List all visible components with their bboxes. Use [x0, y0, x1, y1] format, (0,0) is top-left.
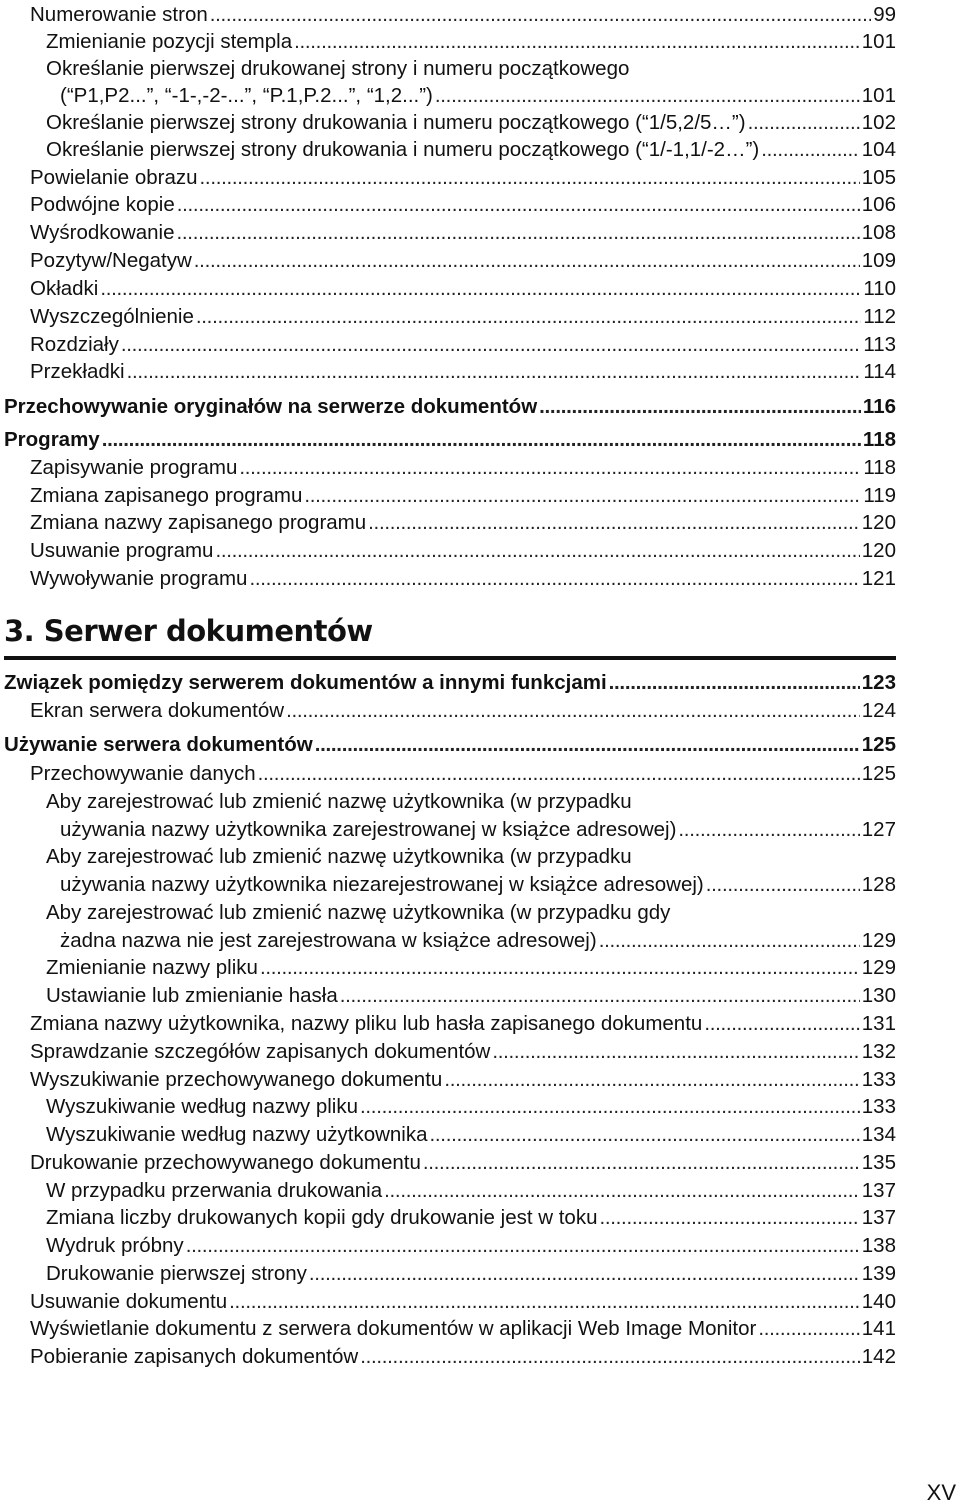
toc-entry[interactable]: Wyszukiwanie według nazwy użytkownika . . . 134 — [46, 1120, 896, 1148]
page-number: XV — [926, 1480, 956, 1505]
toc-entry[interactable]: Wyszukiwanie według nazwy pliku . . . 133 — [46, 1092, 896, 1120]
toc-entry[interactable]: Pobieranie zapisanych dokumentów . . . 142 — [30, 1342, 896, 1370]
toc-entry[interactable]: Aby zarejestrować lub zmienić nazwę użytkownika (w przypadku — [46, 845, 632, 868]
toc-entry[interactable]: Wydruk próbny . . . 138 — [46, 1231, 896, 1259]
toc-entry[interactable]: Zmiana zapisanego programu . . . 119 — [30, 481, 896, 509]
toc-entry[interactable]: Powielanie obrazu . . . 105 — [30, 163, 896, 191]
toc-entry[interactable]: W przypadku przerwania drukowania . . . 137 — [46, 1176, 896, 1204]
toc-entry[interactable]: używania nazwy użytkownika niezarejestrowanej w książce adresowej) . . . 128 — [60, 870, 896, 898]
toc-entry[interactable]: Ekran serwera dokumentów . . . 124 — [30, 696, 896, 724]
toc-entry[interactable]: Zmienianie pozycji stempla . . . 101 — [46, 27, 896, 55]
toc-entry[interactable]: (“P1,P2...”, “-1-,-2-...”, “P.1,P.2...”, “1,2...”) . . . 101 — [60, 81, 896, 109]
toc-entry[interactable]: Ustawianie lub zmienianie hasła . . . 130 — [46, 981, 896, 1009]
toc-entry[interactable]: Podwójne kopie . . . 106 — [30, 190, 896, 218]
toc-entry[interactable]: Usuwanie dokumentu . . . 140 — [30, 1287, 896, 1315]
toc-section[interactable]: Używanie serwera dokumentów . . . 125 — [4, 730, 896, 758]
toc-entry[interactable]: Określanie pierwszej strony drukowania i numeru początkowego (“1/-1,1/-2…”) . . . 104 — [46, 135, 896, 163]
toc-entry[interactable]: Wyszukiwanie przechowywanego dokumentu . . . 133 — [30, 1065, 896, 1093]
toc-entry[interactable]: Numerowanie stron . . . 99 — [30, 0, 896, 28]
toc-entry[interactable]: Drukowanie przechowywanego dokumentu . . . 135 — [30, 1148, 896, 1176]
toc-entry[interactable]: Sprawdzanie szczegółów zapisanych dokumentów . . . 132 — [30, 1037, 896, 1065]
toc-entry[interactable]: Przekładki . . . 114 — [30, 357, 896, 385]
toc-entry[interactable]: Zmiana nazwy zapisanego programu . . . 120 — [30, 508, 896, 536]
toc-entry[interactable]: Wywoływanie programu . . . 121 — [30, 564, 896, 592]
toc-entry[interactable]: żadna nazwa nie jest zarejestrowana w książce adresowej) . . . 129 — [60, 926, 896, 954]
toc-entry[interactable]: Zapisywanie programu . . . 118 — [30, 453, 896, 481]
toc-entry[interactable]: Usuwanie programu . . . 120 — [30, 536, 896, 564]
toc-entry[interactable]: Pozytyw/Negatyw . . . 109 — [30, 246, 896, 274]
toc-entry[interactable]: Zmiana liczby drukowanych kopii gdy drukowanie jest w toku . . . 137 — [46, 1203, 896, 1231]
toc-entry[interactable]: Zmiana nazwy użytkownika, nazwy pliku lub hasła zapisanego dokumentu . . . 131 — [30, 1009, 896, 1037]
toc-entry[interactable]: Rozdziały . . . 113 — [30, 330, 896, 358]
toc-entry[interactable]: Wyśrodkowanie . . . 108 — [30, 218, 896, 246]
toc-entry[interactable]: Zmienianie nazwy pliku . . . 129 — [46, 953, 896, 981]
toc-entry[interactable]: Określanie pierwszej strony drukowania i numeru początkowego (“1/5,2/5…”) . . . 102 — [46, 108, 896, 136]
toc-section[interactable]: Związek pomiędzy serwerem dokumentów a innymi funkcjami . . . 123 — [4, 668, 896, 696]
chapter-title: 3. Serwer dokumentów — [4, 614, 373, 648]
toc-entry[interactable]: Określanie pierwszej drukowanej strony i numeru początkowego — [46, 57, 630, 80]
toc-entry[interactable]: Okładki . . . 110 — [30, 274, 896, 302]
toc-entry[interactable]: Drukowanie pierwszej strony . . . 139 — [46, 1259, 896, 1287]
toc-entry[interactable]: Wyszczególnienie . . . 112 — [30, 302, 896, 330]
toc-section[interactable]: Programy . . . 118 — [4, 425, 896, 453]
toc-entry[interactable]: Aby zarejestrować lub zmienić nazwę użytkownika (w przypadku gdy — [46, 901, 671, 924]
toc-entry[interactable]: Aby zarejestrować lub zmienić nazwę użytkownika (w przypadku — [46, 790, 632, 813]
toc-entry[interactable]: Przechowywanie danych . . . 125 — [30, 759, 896, 787]
chapter-rule — [4, 656, 896, 660]
toc-section[interactable]: Przechowywanie oryginałów na serwerze dokumentów . . . 116 — [4, 392, 896, 420]
toc-entry[interactable]: Wyświetlanie dokumentu z serwera dokumentów w aplikacji Web Image Monitor . . . 141 — [30, 1314, 896, 1342]
toc-entry[interactable]: używania nazwy użytkownika zarejestrowanej w książce adresowej) . . . 127 — [60, 815, 896, 843]
